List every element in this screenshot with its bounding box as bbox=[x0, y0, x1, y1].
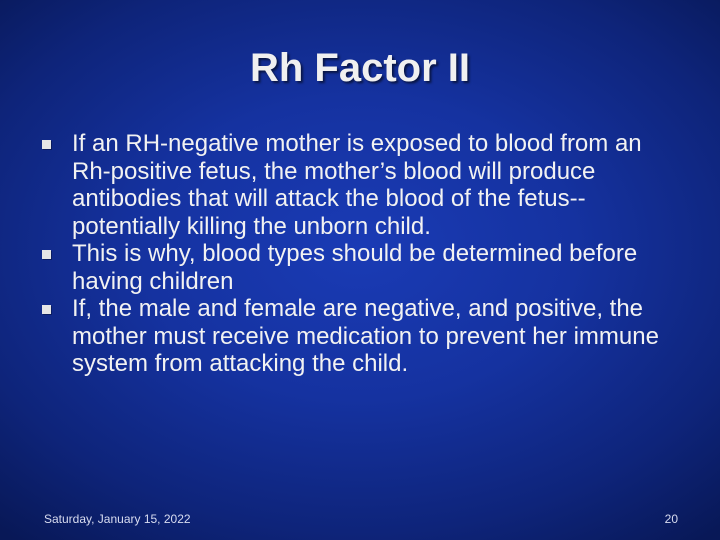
bullet-item bbox=[0, 295, 662, 378]
footer-date: Saturday, January 15, 2022 bbox=[44, 512, 191, 526]
bullet-item bbox=[0, 240, 662, 295]
bullet-list bbox=[0, 130, 720, 378]
bullet-text: This is why, blood types should be determined before having children bbox=[72, 240, 638, 295]
bullet-text: If, the male and female are negative, and positive, the mother must receive medication to prevent her immune system from attacking the child. bbox=[72, 295, 659, 377]
square-bullet-icon bbox=[42, 140, 51, 149]
bullet-item bbox=[0, 130, 662, 240]
square-bullet-icon bbox=[42, 305, 51, 314]
bullet-text: If an RH-negative mother is exposed to blood from an Rh-positive fetus, the mother’s blood will produce antibodies that will attack the blood of the fetus--potentially killing the unborn child. bbox=[72, 130, 642, 240]
slide-title: Rh Factor II bbox=[249, 46, 471, 90]
page-number: 20 bbox=[664, 512, 678, 526]
square-bullet-icon bbox=[42, 250, 51, 259]
